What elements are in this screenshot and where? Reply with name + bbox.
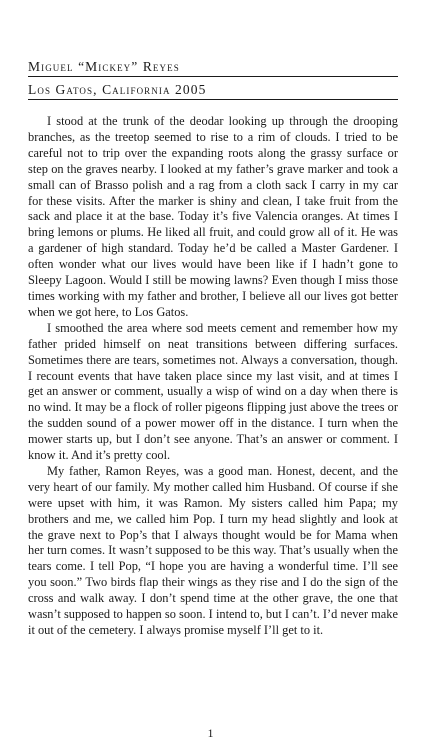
paragraph-1: I stood at the trunk of the deodar looking up through the drooping branches, as the treetop seemed to rise to a rim of clouds. I tried to be careful not to trip over the expanding roots along the grassy surface or step on the graves nearby. I looked at my father’s grave marker and took a small can of Brasso polish and a rag from a cloth sack I carry in my car for these visits. After the marker is shiny and clean, I take fruit from the sack and place it at the base. Today it’s five Valencia oranges. At times I bring lemons or plums. He liked all fruit, and could grow all of it. He was a gardener of high standard. Today he’d be called a Master Gardener. I often wonder what our lives would have been like if I hadn’t gone to Sleepy Lagoon. Would I still be mowing lawns? Even though I miss those times working with my father and brother, I believe all our lives got better when we got here, to Los Gatos. [28, 114, 398, 319]
paragraph-3: My father, Ramon Reyes, was a good man. Honest, decent, and the very heart of our family. My mother called him Husband. Of course if she were upset with him, it was Ramon. My sisters called him Papa; my brothers and me, we called him Pop. I turn my head slightly and look at the grave next to Pop’s that I always thought would be for Mama when her turn comes. It wasn’t supposed to be this way. That’s usually when the tears come. I tell Pop, “I hope you are having a wonderful time. I’ll see you soon.” Two birds flap their wings as they rise and I do the sign of the cross and walk away. I don’t spend time at the other grave, the one that wasn’t supposed to happen so soon. I intend to, but I can’t. I’d never make it out of the cemetery. I always promise myself I’ll get to it. [28, 463, 398, 637]
page-number: 1 [207, 726, 214, 740]
place-year-heading: Los Gatos, California 2005 [28, 81, 398, 100]
paragraph-2: I smoothed the area where sod meets cement and remember how my father prided himself on neat transitions between differing surfaces. Sometimes there are tears, sometimes not. Always a conversation, though. I recount events that have taken place since my last visit, and at times I get an answer or comment, usually a wisp of wind on a day when there is no wind. It may be a flock of roller pigeons flipping just above the trees or the sudden sound of a power mower off in the distance. I turn when the mower starts up, but I don’t see anyone. That’s an answer or comment. I know it. And it’s pretty cool. [28, 320, 398, 463]
body-text [28, 114, 398, 639]
author-heading: Miguel “Mickey” Reyes [28, 58, 398, 77]
page-content [28, 58, 398, 639]
